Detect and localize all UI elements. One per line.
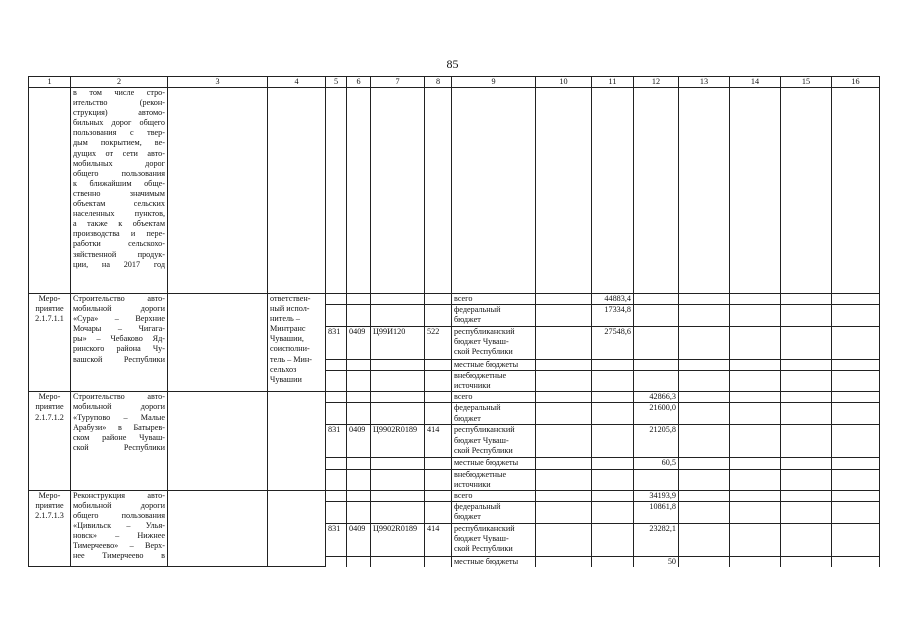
empty-cell <box>781 88 832 294</box>
code-6 <box>347 360 371 371</box>
code-5 <box>326 469 347 490</box>
activity-name: Реконструкция авто- мобильной дороги общего пользования «Цивильск – Улья- новск» – Нижнее Тимерчеево» – Верх- нее Тимерчеево в <box>71 490 168 567</box>
funding-source: федеральный бюджет <box>452 403 536 425</box>
code-8 <box>425 556 452 567</box>
funding-source: всего <box>452 294 536 305</box>
empty-cell <box>347 88 371 294</box>
empty-cell <box>832 403 880 425</box>
page-number: 85 <box>446 57 459 71</box>
empty-cell <box>29 88 71 294</box>
amount-col11 <box>592 523 634 556</box>
empty-cell <box>536 523 592 556</box>
code-8 <box>425 294 452 305</box>
empty-cell <box>679 392 730 403</box>
empty-cell <box>730 425 781 458</box>
code-5 <box>326 556 347 567</box>
code-5 <box>326 294 347 305</box>
column-number-10: 10 <box>536 77 592 88</box>
code-5 <box>326 392 347 403</box>
column-number-row <box>29 77 880 88</box>
column-number-7: 7 <box>371 77 425 88</box>
column-number-3: 3 <box>168 77 268 88</box>
code-5: 831 <box>326 523 347 556</box>
empty-cell <box>781 305 832 327</box>
code-6: 0409 <box>347 523 371 556</box>
column-number-16: 16 <box>832 77 880 88</box>
activity-id: Меро- приятие 2.1.7.1.1 <box>29 294 71 392</box>
funding-source: местные бюджеты <box>452 458 536 469</box>
empty-cell <box>730 469 781 490</box>
funding-source: федеральный бюджет <box>452 501 536 523</box>
empty-cell <box>679 458 730 469</box>
column-number-8: 8 <box>425 77 452 88</box>
empty-cell <box>679 469 730 490</box>
empty-cell <box>730 88 781 294</box>
code-7: Ц99И120 <box>371 327 425 360</box>
code-7: Ц9902R0189 <box>371 523 425 556</box>
amount-col11: 44883,4 <box>592 294 634 305</box>
code-7 <box>371 469 425 490</box>
empty-cell <box>679 490 730 501</box>
empty-cell <box>679 294 730 305</box>
executor <box>268 490 326 567</box>
activity-id: Меро- приятие 2.1.7.1.2 <box>29 392 71 490</box>
amount-col11 <box>592 458 634 469</box>
empty-cell <box>781 469 832 490</box>
amount-col12: 34193,9 <box>634 490 679 501</box>
empty-cell <box>536 327 592 360</box>
code-6 <box>347 392 371 403</box>
code-7 <box>371 371 425 392</box>
empty-cell <box>592 88 634 294</box>
empty-cell <box>781 501 832 523</box>
column-number-5: 5 <box>326 77 347 88</box>
column-number-4: 4 <box>268 77 326 88</box>
empty-cell <box>832 469 880 490</box>
empty-cell <box>781 371 832 392</box>
code-8 <box>425 371 452 392</box>
amount-col12: 60,5 <box>634 458 679 469</box>
empty-cell <box>536 88 592 294</box>
activity-2-row-total <box>29 392 880 403</box>
code-5: 831 <box>326 327 347 360</box>
code-8 <box>425 501 452 523</box>
empty-cell <box>679 403 730 425</box>
empty-cell <box>679 501 730 523</box>
amount-col12: 50 <box>634 556 679 567</box>
amount-col12 <box>634 360 679 371</box>
code-8 <box>425 305 452 327</box>
empty-cell <box>730 327 781 360</box>
empty-cell <box>730 392 781 403</box>
empty-cell <box>730 294 781 305</box>
funding-source: местные бюджеты <box>452 360 536 371</box>
code-6: 0409 <box>347 327 371 360</box>
code-8 <box>425 403 452 425</box>
code-8: 414 <box>425 523 452 556</box>
funding-source: федеральный бюджет <box>452 305 536 327</box>
amount-col11 <box>592 371 634 392</box>
activity-id: Меро- приятие 2.1.7.1.3 <box>29 490 71 567</box>
empty-cell <box>326 88 347 294</box>
empty-cell <box>781 458 832 469</box>
column-number-9: 9 <box>452 77 536 88</box>
code-8 <box>425 392 452 403</box>
empty-cell <box>371 88 425 294</box>
code-5: 831 <box>326 425 347 458</box>
amount-col12: 42866,3 <box>634 392 679 403</box>
empty-cell <box>536 501 592 523</box>
amount-col11 <box>592 403 634 425</box>
code-7 <box>371 490 425 501</box>
column-number-12: 12 <box>634 77 679 88</box>
empty-cell <box>452 88 536 294</box>
column-number-1: 1 <box>29 77 71 88</box>
empty-cell <box>832 371 880 392</box>
activity-name: Строительство авто- мобильной дороги «Турупово – Малые Арабузи» в Батырев- ском районе Чуваш- ской Республики <box>71 392 168 490</box>
empty-cell <box>832 501 880 523</box>
empty-cell <box>634 88 679 294</box>
empty-cell <box>425 88 452 294</box>
code-5 <box>326 371 347 392</box>
column-number-13: 13 <box>679 77 730 88</box>
code-8 <box>425 458 452 469</box>
empty-cell <box>536 305 592 327</box>
empty-cell <box>168 392 268 490</box>
code-7 <box>371 305 425 327</box>
funding-source: республиканский бюджет Чуваш- ской Республики <box>452 327 536 360</box>
amount-col11 <box>592 501 634 523</box>
empty-cell <box>832 458 880 469</box>
empty-cell <box>832 523 880 556</box>
code-7 <box>371 458 425 469</box>
empty-cell <box>536 371 592 392</box>
empty-cell <box>832 88 880 294</box>
code-8: 414 <box>425 425 452 458</box>
code-5 <box>326 501 347 523</box>
program-table <box>28 76 880 567</box>
empty-cell <box>832 556 880 567</box>
code-8 <box>425 490 452 501</box>
empty-cell <box>536 392 592 403</box>
activity-1-row-total <box>29 294 880 305</box>
code-6 <box>347 556 371 567</box>
amount-col12 <box>634 371 679 392</box>
empty-cell <box>832 294 880 305</box>
executor <box>268 392 326 490</box>
amount-col11 <box>592 490 634 501</box>
code-8 <box>425 360 452 371</box>
funding-source: местные бюджеты <box>452 556 536 567</box>
empty-cell <box>730 371 781 392</box>
code-7 <box>371 392 425 403</box>
column-number-6: 6 <box>347 77 371 88</box>
amount-col11 <box>592 556 634 567</box>
empty-cell <box>679 88 730 294</box>
empty-cell <box>730 360 781 371</box>
empty-cell <box>730 458 781 469</box>
funding-source: всего <box>452 392 536 403</box>
empty-cell <box>536 556 592 567</box>
empty-cell <box>168 88 268 294</box>
empty-cell <box>268 88 326 294</box>
empty-cell <box>730 403 781 425</box>
code-8 <box>425 469 452 490</box>
empty-cell <box>781 523 832 556</box>
funding-source: внебюджетные источники <box>452 469 536 490</box>
empty-cell <box>832 360 880 371</box>
empty-cell <box>730 490 781 501</box>
code-7 <box>371 403 425 425</box>
amount-col12: 21600,0 <box>634 403 679 425</box>
amount-col12 <box>634 469 679 490</box>
empty-cell <box>781 403 832 425</box>
executor: ответствен- ный испол- нитель – Минтранс Чувашии, соисполни- тель – Мин- сельхоз Чувашии <box>268 294 326 392</box>
code-5 <box>326 490 347 501</box>
activity-3-row-total <box>29 490 880 501</box>
intro-row <box>29 88 880 294</box>
empty-cell <box>832 425 880 458</box>
empty-cell <box>536 490 592 501</box>
empty-cell <box>781 294 832 305</box>
code-6 <box>347 305 371 327</box>
empty-cell <box>679 556 730 567</box>
empty-cell <box>832 305 880 327</box>
code-5 <box>326 305 347 327</box>
column-number-14: 14 <box>730 77 781 88</box>
column-number-11: 11 <box>592 77 634 88</box>
amount-col11 <box>592 360 634 371</box>
empty-cell <box>781 360 832 371</box>
empty-cell <box>832 490 880 501</box>
code-7 <box>371 556 425 567</box>
code-6 <box>347 371 371 392</box>
empty-cell <box>679 425 730 458</box>
column-number-2: 2 <box>71 77 168 88</box>
code-5 <box>326 403 347 425</box>
code-7 <box>371 294 425 305</box>
empty-cell <box>730 556 781 567</box>
empty-cell <box>730 305 781 327</box>
empty-cell <box>832 392 880 403</box>
empty-cell <box>679 371 730 392</box>
empty-cell <box>536 360 592 371</box>
empty-cell <box>536 425 592 458</box>
code-8: 522 <box>425 327 452 360</box>
amount-col12: 10861,8 <box>634 501 679 523</box>
empty-cell <box>536 294 592 305</box>
empty-cell <box>781 490 832 501</box>
code-5 <box>326 458 347 469</box>
amount-col11 <box>592 469 634 490</box>
funding-source: республиканский бюджет Чуваш- ской Республики <box>452 425 536 458</box>
code-6 <box>347 501 371 523</box>
funding-source: республиканский бюджет Чуваш- ской Республики <box>452 523 536 556</box>
empty-cell <box>168 490 268 567</box>
empty-cell <box>536 469 592 490</box>
empty-cell <box>536 403 592 425</box>
amount-col12 <box>634 305 679 327</box>
empty-cell <box>781 425 832 458</box>
code-7 <box>371 501 425 523</box>
empty-cell <box>536 458 592 469</box>
amount-col11: 27548,6 <box>592 327 634 360</box>
funding-source: всего <box>452 490 536 501</box>
code-7: Ц9902R0189 <box>371 425 425 458</box>
code-7 <box>371 360 425 371</box>
code-6 <box>347 294 371 305</box>
empty-cell <box>730 501 781 523</box>
activity-name: Строительство авто- мобильной дороги «Сура» – Верхние Мочары – Чигага- ры» – Чебаково Яд- ринского района Чу- вашской Республики <box>71 294 168 392</box>
empty-cell <box>832 327 880 360</box>
empty-cell <box>679 523 730 556</box>
amount-col11: 17334,8 <box>592 305 634 327</box>
column-number-15: 15 <box>781 77 832 88</box>
empty-cell <box>781 392 832 403</box>
amount-col12: 23282,1 <box>634 523 679 556</box>
empty-cell <box>168 294 268 392</box>
empty-cell <box>679 327 730 360</box>
code-5 <box>326 360 347 371</box>
code-6 <box>347 490 371 501</box>
code-6 <box>347 403 371 425</box>
amount-col12 <box>634 327 679 360</box>
empty-cell <box>730 523 781 556</box>
amount-col11 <box>592 392 634 403</box>
code-6: 0409 <box>347 425 371 458</box>
amount-col12 <box>634 294 679 305</box>
code-6 <box>347 458 371 469</box>
amount-col12: 21205,8 <box>634 425 679 458</box>
code-6 <box>347 469 371 490</box>
empty-cell <box>679 305 730 327</box>
empty-cell <box>781 327 832 360</box>
empty-cell <box>781 556 832 567</box>
funding-source: внебюджетные источники <box>452 371 536 392</box>
intro-text: в том числе стро- ительство (рекон- струкция) автомо- бильных дорог общего пользования с твер- дым покрытием, ве- дущих от сети авто- мобильных дорог общего пользования к ближайшим обще- ственно значимым объектам сельских населенных пунктов, а также к объектам производства и пере- работки сельскохо- зяйственной продук- ции, на 2017 год <box>71 88 168 294</box>
empty-cell <box>679 360 730 371</box>
amount-col11 <box>592 425 634 458</box>
